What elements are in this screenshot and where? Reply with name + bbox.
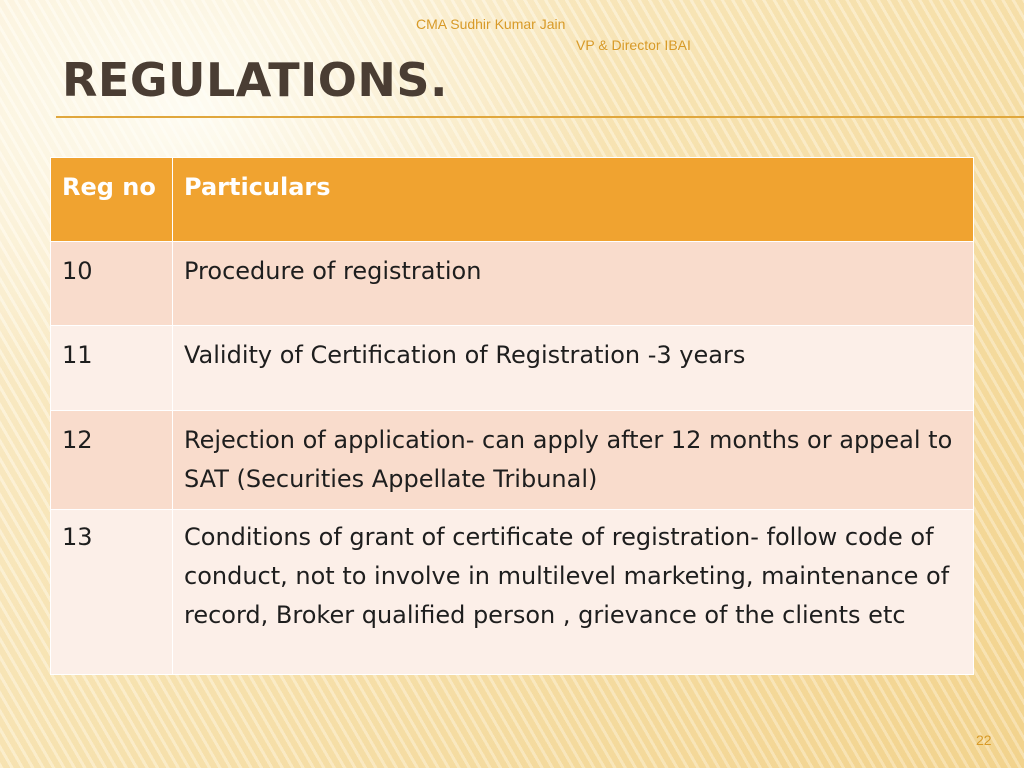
page-number: 22 [976,732,992,748]
particulars-cell: Procedure of registration [173,242,974,326]
table-row [51,510,974,675]
column-header-particulars: Particulars [173,158,974,242]
reg-no-cell: 10 [51,242,173,326]
page-title: REGULATIONS. [62,53,448,107]
table-row [51,411,974,510]
particulars-cell: Rejection of application- can apply after 12 months or appeal to SAT (Securities Appellate Tribunal) [173,411,974,510]
column-header-reg-no: Reg no [51,158,173,242]
title-divider [56,116,1024,118]
table-row [51,326,974,411]
author-name: CMA Sudhir Kumar Jain [416,16,566,32]
table-header-row [51,158,974,242]
reg-no-cell: 12 [51,411,173,510]
author-role: VP & Director IBAI [576,37,691,53]
reg-no-cell: 13 [51,510,173,675]
particulars-cell: Validity of Certification of Registration -3 years [173,326,974,411]
reg-no-cell: 11 [51,326,173,411]
particulars-cell: Conditions of grant of certificate of registration- follow code of conduct, not to involve in multilevel marketing, maintenance of record, Broker qualified person , grievance of the clients etc [173,510,974,675]
table-row [51,242,974,326]
regulations-table [50,157,974,675]
